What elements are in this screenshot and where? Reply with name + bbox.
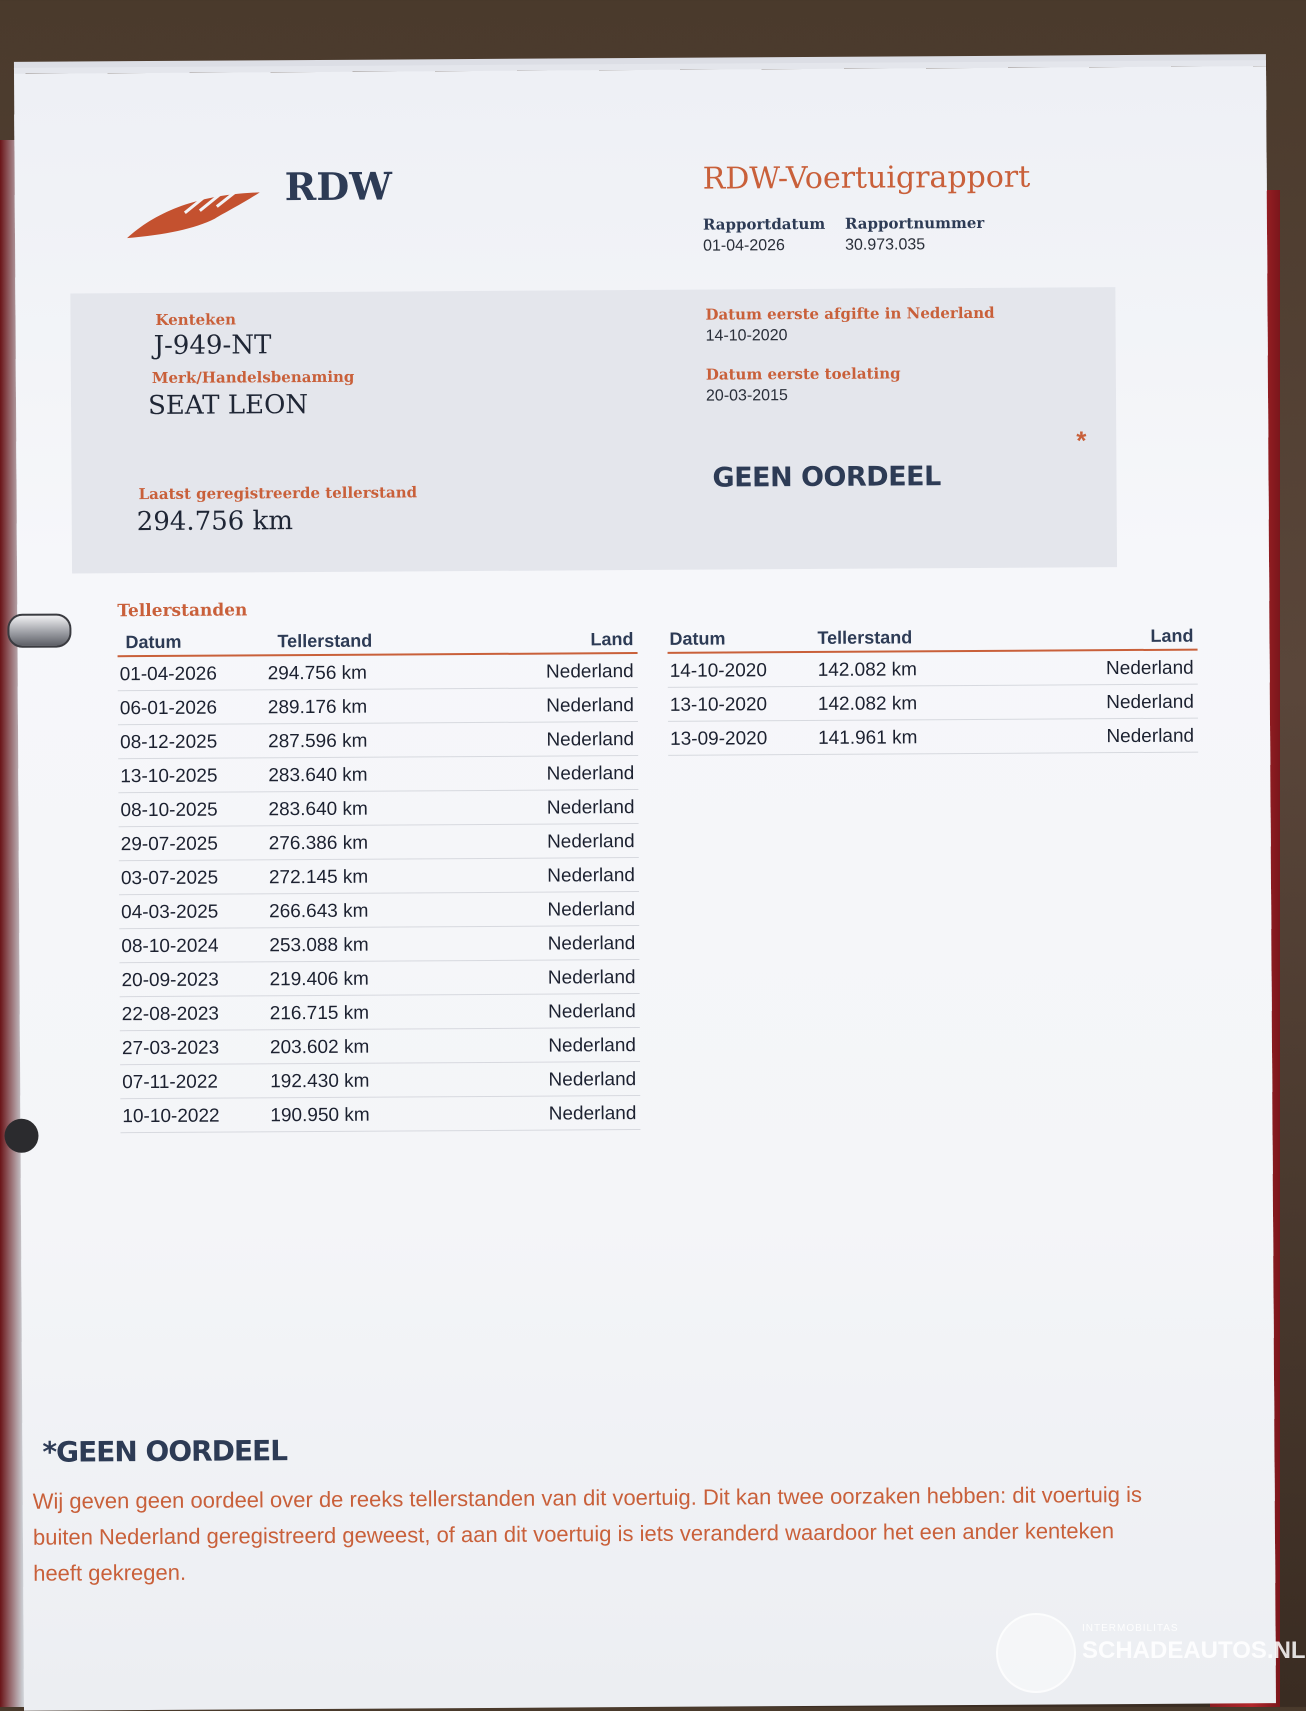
row-date: 04-03-2025: [121, 901, 219, 924]
row-country: Nederland: [1106, 691, 1194, 714]
table-row: [668, 719, 1198, 756]
row-date: 03-07-2025: [120, 867, 219, 890]
table-row: [119, 824, 639, 861]
watermark-big: SCHADEAUTOS.NL: [1082, 1637, 1306, 1664]
row-reading: 276.386 km: [268, 832, 369, 855]
readings-table-right: [667, 619, 1198, 756]
row-date: 08-12-2025: [120, 731, 218, 754]
make-value: SEAT LEON: [147, 390, 309, 422]
table-row: [118, 688, 638, 725]
col-country: Land: [1150, 625, 1194, 646]
table-row: [119, 892, 639, 929]
first-admission-date: 20-03-2015: [705, 387, 788, 405]
row-country: Nederland: [548, 1035, 637, 1057]
footnote-title: *GEEN OORDEEL: [42, 1434, 288, 1469]
row-date: 22-08-2023: [121, 1003, 220, 1026]
row-reading: 283.640 km: [268, 764, 368, 787]
table-row: [119, 926, 639, 963]
row-reading: 203.602 km: [269, 1036, 370, 1059]
readings-table-left: [117, 622, 640, 1133]
table-row: [120, 994, 640, 1031]
odometer-value: 294.756 km: [136, 506, 294, 538]
row-date: 08-10-2025: [120, 799, 218, 822]
row-date: 08-10-2024: [121, 935, 219, 958]
verdict-value: GEEN OORDEEL: [712, 461, 941, 494]
make-label: Merk/Handelsbenaming: [151, 367, 355, 387]
punch-hole: [4, 1119, 38, 1153]
odometer-label: Laatst geregistreerde tellerstand: [138, 483, 418, 504]
plate-value: J-949-NT: [153, 330, 272, 361]
readings-title: Tellerstanden: [117, 600, 248, 622]
col-reading: Tellerstand: [277, 630, 373, 652]
row-date: 06-01-2026: [119, 697, 218, 720]
row-country: Nederland: [546, 729, 635, 751]
row-country: Nederland: [546, 695, 634, 717]
table-header: [117, 622, 637, 657]
row-reading: 287.596 km: [268, 730, 368, 753]
row-reading: 253.088 km: [269, 934, 369, 957]
table-row: [118, 790, 638, 827]
table-row: [668, 651, 1198, 688]
verdict-star: *: [1076, 425, 1087, 456]
plate-label: Kenteken: [155, 310, 237, 329]
row-reading: 283.640 km: [268, 798, 368, 821]
table-row: [118, 654, 638, 691]
row-country: Nederland: [546, 763, 635, 785]
row-date: 01-04-2026: [119, 663, 217, 686]
row-reading: 219.406 km: [269, 968, 369, 991]
footnote-text: Wij geven geen oordeel over de reeks tellerstanden van dit voertuig. Dit kan twee oorzaken hebben: dit voertuig is buiten Nederland geregistreerd geweest, of aan dit voertuig is iets veranderd waardoor het een ander kenteken heeft gekregen.: [32, 1481, 1143, 1586]
row-country: Nederland: [1106, 725, 1195, 748]
table-header: [667, 619, 1197, 654]
table-row: [118, 722, 638, 759]
row-country: Nederland: [546, 831, 635, 853]
row-date: 13-10-2020: [669, 694, 768, 716]
row-date: 14-10-2020: [669, 660, 767, 682]
row-date: 13-09-2020: [670, 728, 768, 750]
row-date: 20-09-2023: [121, 969, 219, 992]
row-date: 13-10-2025: [120, 765, 218, 788]
table-row: [119, 960, 639, 997]
rdw-feather-logo: [125, 182, 265, 243]
row-country: Nederland: [547, 899, 636, 921]
row-country: Nederland: [548, 1103, 637, 1125]
row-reading: 192.430 km: [270, 1070, 370, 1093]
row-date: 29-07-2025: [120, 833, 218, 856]
first-nl-label: Datum eerste afgifte in Nederland: [705, 303, 995, 324]
report-date-label: Rapportdatum: [702, 214, 826, 234]
row-date: 07-11-2022: [122, 1071, 219, 1094]
row-reading: 216.715 km: [269, 1002, 370, 1025]
col-country: Land: [590, 629, 634, 650]
row-reading: 142.082 km: [817, 693, 918, 715]
row-country: Nederland: [1105, 657, 1194, 680]
watermark-small: INTERMOBILITAS: [1082, 1623, 1179, 1634]
row-date: 10-10-2022: [122, 1105, 220, 1128]
row-reading: 266.643 km: [269, 900, 369, 923]
table-row: [120, 1096, 640, 1133]
row-date: 27-03-2023: [121, 1037, 220, 1060]
row-country: Nederland: [548, 1069, 637, 1091]
report-page: [14, 66, 1276, 1711]
table-row: [120, 1028, 640, 1065]
row-country: Nederland: [547, 865, 635, 887]
row-country: Nederland: [547, 933, 636, 955]
row-reading: 141.961 km: [818, 727, 918, 749]
first-admission-label: Datum eerste toelating: [705, 364, 901, 384]
binder-ring: [7, 613, 71, 647]
col-date: Datum: [669, 628, 726, 649]
globe-icon: [996, 1613, 1076, 1693]
row-reading: 294.756 km: [267, 662, 368, 685]
report-number-label: Rapportnummer: [844, 213, 985, 233]
row-reading: 142.082 km: [817, 659, 918, 681]
row-country: Nederland: [546, 797, 635, 819]
row-country: Nederland: [547, 967, 636, 989]
table-row: [120, 1062, 640, 1099]
brand-name: RDW: [284, 163, 393, 210]
col-reading: Tellerstand: [817, 627, 913, 648]
first-nl-date: 14-10-2020: [705, 327, 788, 345]
report-number: 30.973.035: [845, 236, 926, 254]
watermark: [996, 1611, 1306, 1691]
col-date: Datum: [125, 631, 182, 653]
row-reading: 272.145 km: [268, 866, 369, 889]
report-title: RDW-Voertuigrapport: [702, 159, 1031, 197]
row-reading: 190.950 km: [270, 1104, 370, 1127]
row-country: Nederland: [545, 661, 634, 683]
table-row: [119, 858, 639, 895]
table-row: [118, 756, 638, 793]
table-row: [668, 685, 1198, 722]
report-date: 01-04-2026: [703, 237, 785, 255]
row-country: Nederland: [548, 1001, 636, 1023]
row-reading: 289.176 km: [267, 696, 368, 719]
